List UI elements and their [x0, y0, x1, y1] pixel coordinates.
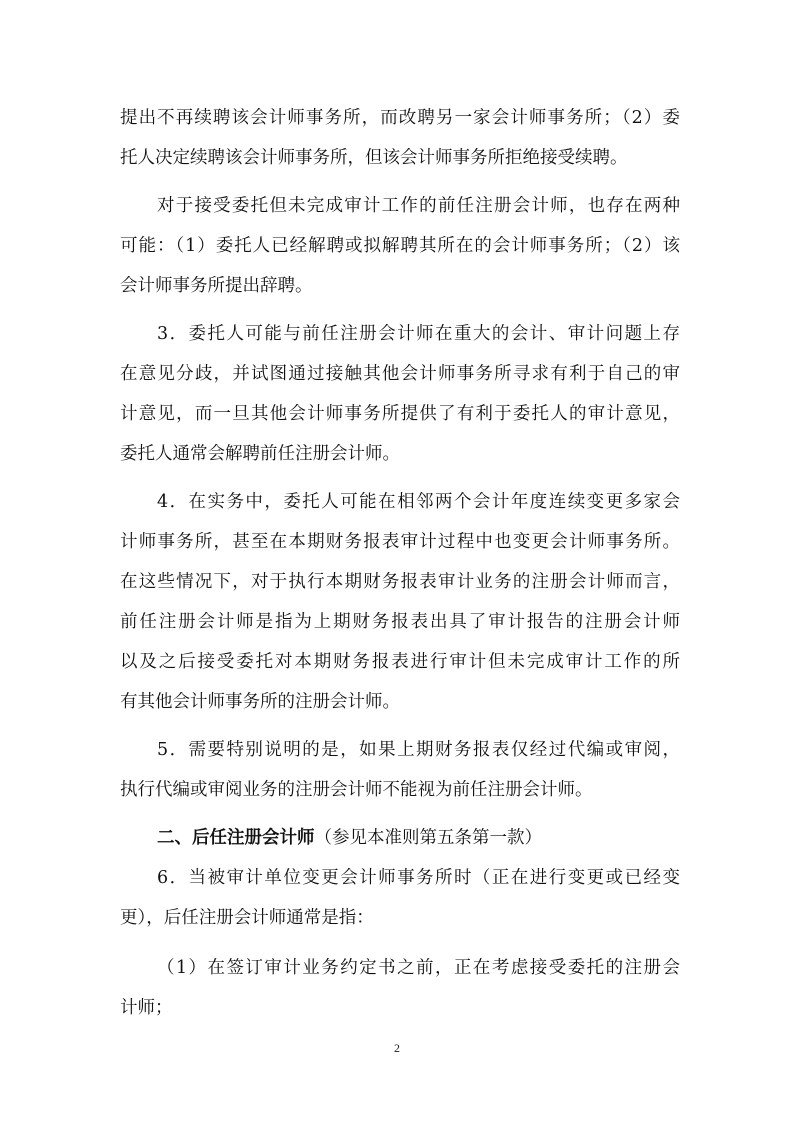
paragraph-7: [120, 948, 680, 1028]
section-heading: [120, 818, 680, 858]
text-line: 委托人通常会解聘前任注册会计师。: [120, 444, 400, 464]
heading-line: [120, 818, 680, 858]
text-line: 托人决定续聘该会计师事务所，但该会计师事务所拒绝接受续聘。: [120, 148, 628, 168]
text-line: 3．委托人可能与前任注册会计师在重大的会计、审计问题上存: [157, 324, 680, 344]
document-body: [120, 98, 680, 1028]
text-line: （1）在签订审计业务约定书之前，正在考虑接受委托的注册会: [157, 958, 680, 978]
paragraph-6: [120, 858, 680, 938]
text-line: 会计师事务所提出辞聘。: [120, 276, 313, 296]
paragraph-5: [120, 730, 680, 810]
paragraph-2: [120, 186, 680, 306]
text-line: 对于接受委托但未完成审计工作的前任注册会计师，也存在两种: [157, 196, 680, 216]
page-number: 2: [394, 1041, 400, 1055]
paragraph-4: [120, 482, 680, 722]
section-heading-title: 二、后任注册会计师: [157, 828, 315, 848]
text-line: 更），后任注册会计师通常是指：: [120, 908, 374, 928]
text-line: 以及之后接受委托对本期财务报表进行审计但未完成审计工作的所: [120, 652, 680, 672]
text-line: 有其他会计师事务所的注册会计师。: [120, 692, 400, 712]
text-line: 提出不再续聘该会计师事务所，而改聘另一家会计师事务所；（2）委: [120, 108, 680, 128]
text-line: 5．需要特别说明的是，如果上期财务报表仅经过代编或审阅，: [157, 740, 680, 760]
paragraph-1: [120, 98, 680, 178]
paragraph-3: [120, 314, 680, 474]
text-line: 4．在实务中，委托人可能在相邻两个会计年度连续变更多家会: [157, 492, 680, 512]
text-line: 计师；: [120, 998, 173, 1018]
section-heading-reference: （参见本准则第五条第一款）: [314, 828, 542, 848]
text-line: 可能：（1）委托人已经解聘或拟解聘其所在的会计师事务所；（2）该: [120, 236, 680, 256]
text-line: 6．当被审计单位变更会计师事务所时（正在进行变更或已经变: [157, 868, 680, 888]
text-line: 前任注册会计师是指为上期财务报表出具了审计报告的注册会计师: [120, 612, 680, 632]
text-line: 计意见，而一旦其他会计师事务所提供了有利于委托人的审计意见，: [120, 404, 680, 424]
text-line: 在意见分歧，并试图通过接触其他会计师事务所寻求有利于自己的审: [120, 364, 680, 384]
text-line: 计师事务所，甚至在本期财务报表审计过程中也变更会计师事务所。: [120, 532, 680, 552]
text-line: 在这些情况下，对于执行本期财务报表审计业务的注册会计师而言，: [120, 572, 680, 592]
text-line: 执行代编或审阅业务的注册会计师不能视为前任注册会计师。: [120, 780, 593, 800]
